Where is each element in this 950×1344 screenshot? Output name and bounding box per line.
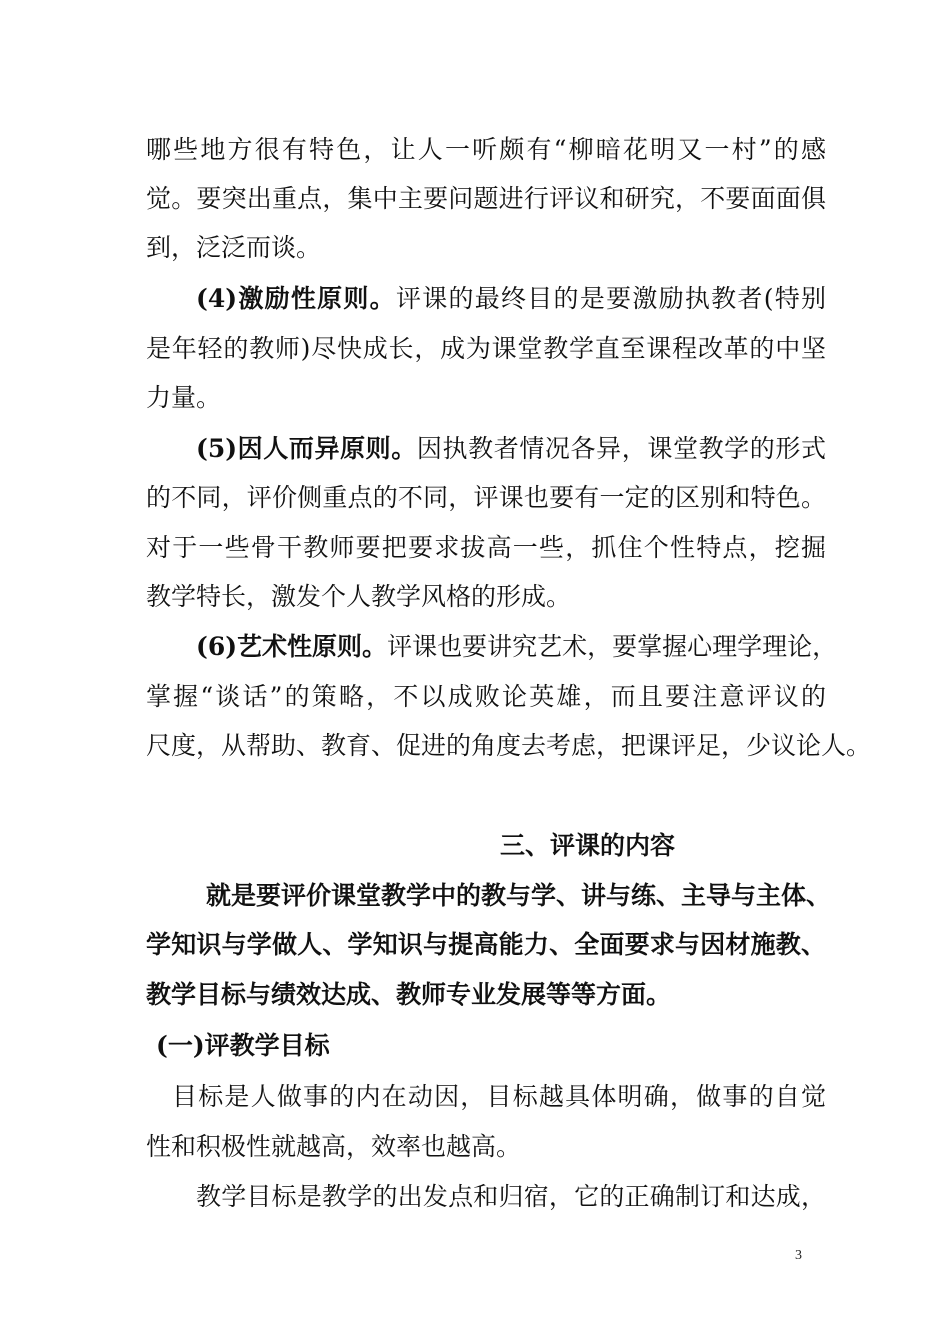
principle-4-line <box>196 282 826 316</box>
principle-6-label: (6)艺术性原则。 <box>196 632 388 661</box>
principle-5-label: (5)因人而异原则。 <box>196 434 417 463</box>
paragraph-line: 的不同，评价侧重点的不同，评课也要有一定的区别和特色。 <box>146 483 826 512</box>
paragraph-line: 是年轻的教师)尽快成长，成为课堂教学直至课程改革的中坚 <box>146 334 826 363</box>
paragraph-line: 觉。要突出重点，集中主要问题进行评议和研究，不要面面俱 <box>146 184 826 213</box>
section-title: 三、评课的内容 <box>500 831 676 860</box>
page-number: 3 <box>795 1248 802 1263</box>
paragraph-line: 教学特长，激发个人教学风格的形成。 <box>146 582 572 611</box>
paragraph-line: 尺度，从帮助、教育、促进的角度去考虑，把课评足，少议论人。 <box>146 731 872 760</box>
principle-6-text: 评课也要讲究艺术，要掌握心理学理论， <box>387 632 838 661</box>
paragraph-line: 教学目标是教学的出发点和归宿，它的正确制订和达成， <box>196 1182 826 1211</box>
principle-5-text: 因执教者情况各异，课堂教学的形式 <box>416 434 826 463</box>
paragraph-line: 到，泛泛而谈。 <box>146 233 322 262</box>
paragraph-line: 对于一些骨干教师要把要求拔高一些，抓住个性特点，挖掘 <box>146 533 826 562</box>
paragraph-line: 力量。 <box>146 383 222 412</box>
paragraph-line: 哪些地方很有特色，让人一听颇有“柳暗花明又一村”的感 <box>146 135 826 164</box>
section-intro-line: 学知识与学做人、学知识与提高能力、全面要求与因材施教、 <box>146 930 826 959</box>
principle-5-line <box>196 432 826 466</box>
paragraph-line: 目标是人做事的内在动因，目标越具体明确，做事的自觉 <box>172 1082 826 1111</box>
principle-6-line <box>196 630 838 664</box>
section-intro-line: 教学目标与绩效达成、教师专业发展等等方面。 <box>146 980 672 1009</box>
principle-4-text: 评课的最终目的是要激励执教者(特别 <box>395 284 826 313</box>
paragraph-line: 掌握“谈话”的策略，不以成败论英雄，而且要注意评议的 <box>146 682 826 711</box>
principle-4-label: (4)激励性原则。 <box>196 284 396 313</box>
paragraph-line: 性和积极性就越高，效率也越高。 <box>146 1132 522 1161</box>
subsection-title: (一)评教学目标 <box>156 1031 330 1060</box>
section-intro-line: 就是要评价课堂教学中的教与学、讲与练、主导与主体、 <box>206 881 832 910</box>
